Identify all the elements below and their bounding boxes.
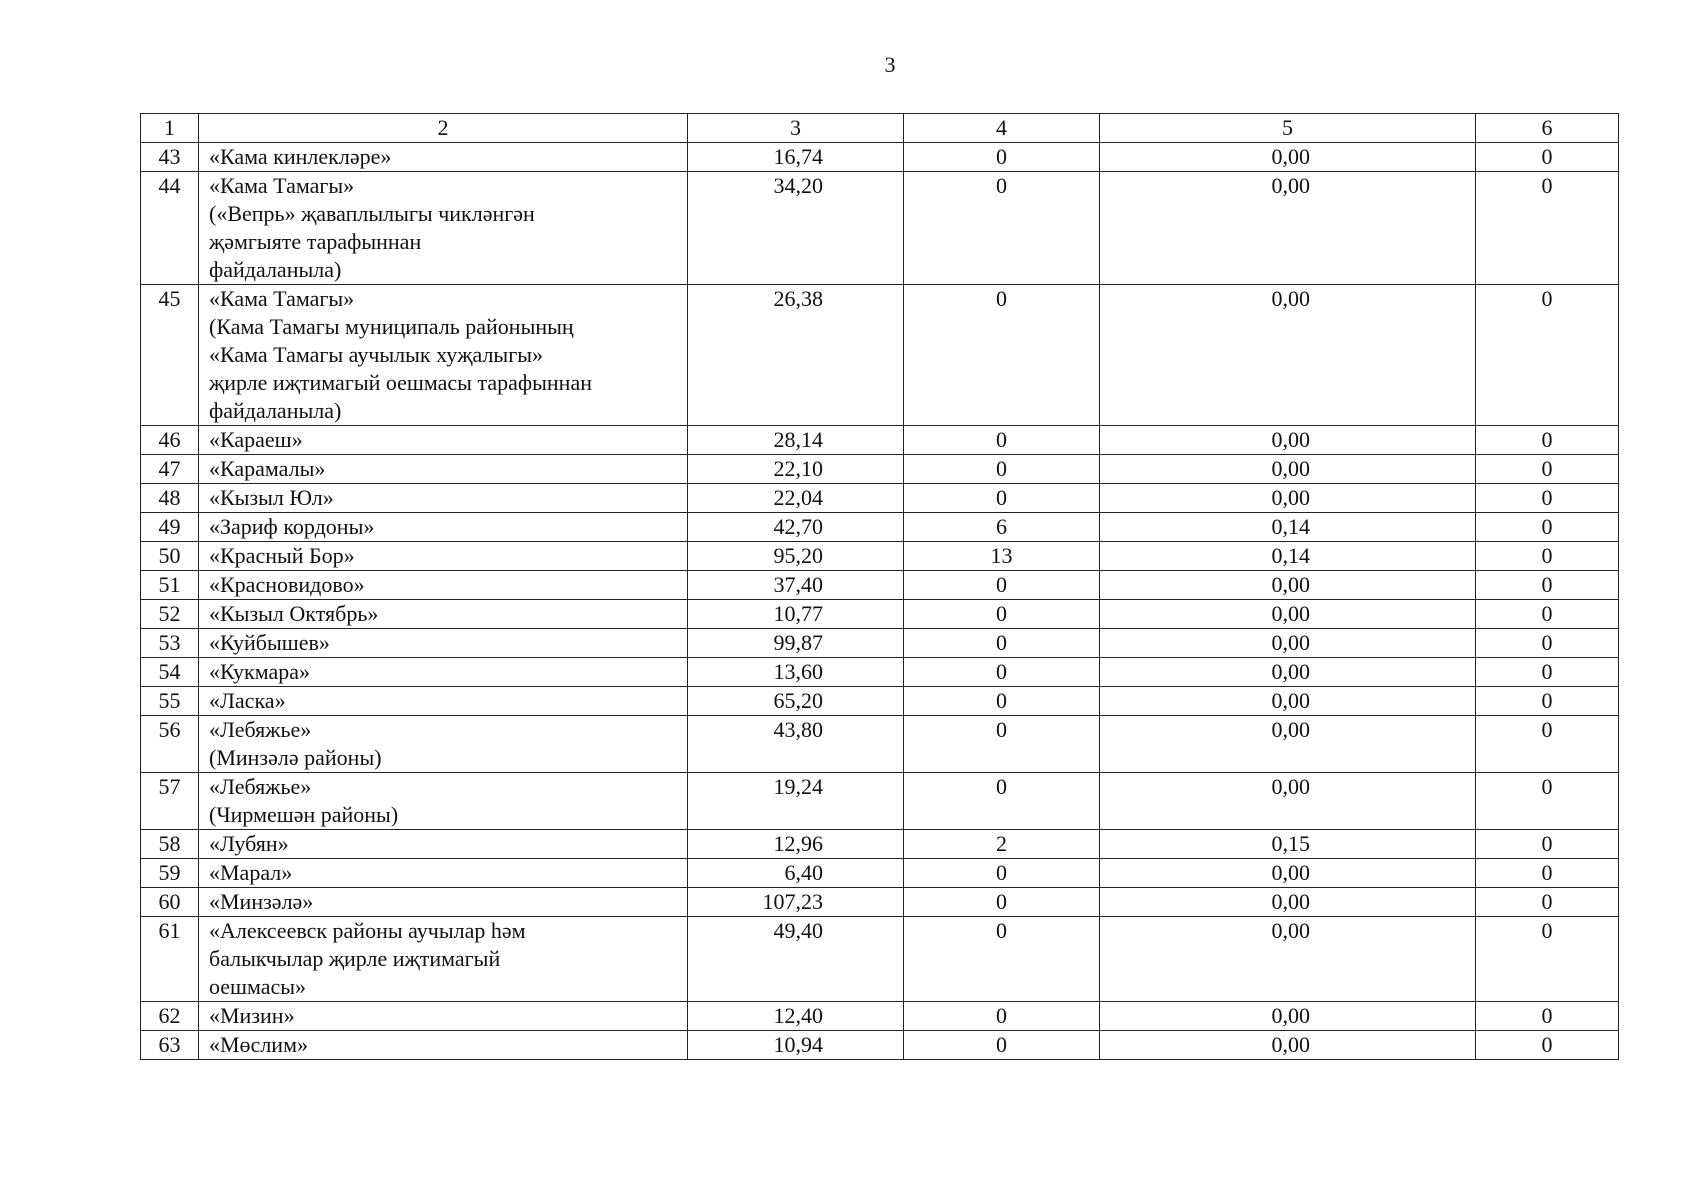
value-col-6: 0 xyxy=(1476,143,1619,172)
value-col-3: 49,40 xyxy=(688,917,904,1002)
value-col-5: 0,00 xyxy=(1100,484,1476,513)
value-col-3: 12,40 xyxy=(688,1002,904,1031)
row-number: 62 xyxy=(141,1002,199,1031)
value-col-4: 0 xyxy=(904,658,1100,687)
value-col-6: 0 xyxy=(1476,455,1619,484)
header-cell-5: 5 xyxy=(1100,114,1476,143)
table-body xyxy=(141,114,1619,1060)
hunting-ground-name xyxy=(199,773,688,830)
value-col-4: 0 xyxy=(904,571,1100,600)
row-number: 55 xyxy=(141,687,199,716)
table-row xyxy=(141,716,1619,773)
value-col-5: 0,00 xyxy=(1100,426,1476,455)
name-line: «Мизин» xyxy=(209,1003,295,1028)
value-col-3: 10,77 xyxy=(688,600,904,629)
name-line: «Кама кинлеклəре» xyxy=(209,144,392,169)
hunting-ground-name xyxy=(199,455,688,484)
value-col-3: 19,24 xyxy=(688,773,904,830)
value-col-4: 6 xyxy=(904,513,1100,542)
value-col-4: 13 xyxy=(904,542,1100,571)
value-col-6: 0 xyxy=(1476,172,1619,285)
header-cell-4: 4 xyxy=(904,114,1100,143)
value-col-4: 0 xyxy=(904,285,1100,426)
value-col-6: 0 xyxy=(1476,629,1619,658)
row-number: 44 xyxy=(141,172,199,285)
row-number: 52 xyxy=(141,600,199,629)
value-col-5: 0,00 xyxy=(1100,455,1476,484)
value-col-3: 22,04 xyxy=(688,484,904,513)
value-col-6: 0 xyxy=(1476,888,1619,917)
table-row xyxy=(141,773,1619,830)
value-col-5: 0,00 xyxy=(1100,917,1476,1002)
value-col-6: 0 xyxy=(1476,513,1619,542)
value-col-3: 12,96 xyxy=(688,830,904,859)
table-row xyxy=(141,658,1619,687)
row-number: 56 xyxy=(141,716,199,773)
name-line: «Лубян» xyxy=(209,831,289,856)
header-row xyxy=(141,114,1619,143)
name-line: җәмгыяте тарафыннан xyxy=(209,229,422,254)
name-line: «Кызыл Октябрь» xyxy=(209,601,379,626)
value-col-4: 0 xyxy=(904,888,1100,917)
name-line: (Чирмешән районы) xyxy=(209,802,399,827)
value-col-3: 22,10 xyxy=(688,455,904,484)
value-col-3: 107,23 xyxy=(688,888,904,917)
value-col-4: 2 xyxy=(904,830,1100,859)
name-line: «Минзәлә» xyxy=(209,889,314,914)
value-col-6: 0 xyxy=(1476,1031,1619,1060)
value-col-5: 0,00 xyxy=(1100,687,1476,716)
table-row xyxy=(141,600,1619,629)
row-number: 60 xyxy=(141,888,199,917)
value-col-5: 0,00 xyxy=(1100,285,1476,426)
value-col-4: 0 xyxy=(904,859,1100,888)
value-col-3: 28,14 xyxy=(688,426,904,455)
value-col-4: 0 xyxy=(904,143,1100,172)
hunting-ground-name xyxy=(199,888,688,917)
hunting-ground-name xyxy=(199,513,688,542)
value-col-4: 0 xyxy=(904,629,1100,658)
header-cell-6: 6 xyxy=(1476,114,1619,143)
value-col-6: 0 xyxy=(1476,830,1619,859)
name-line: «Ласка» xyxy=(209,688,286,713)
name-line: («Вепрь» җаваплылыгы чикләнгән xyxy=(209,201,535,226)
table-row xyxy=(141,143,1619,172)
row-number: 50 xyxy=(141,542,199,571)
name-line: файдаланыла) xyxy=(209,398,342,423)
hunting-ground-name xyxy=(199,917,688,1002)
name-line: «Красный Бор» xyxy=(209,543,355,568)
value-col-3: 42,70 xyxy=(688,513,904,542)
name-line: «Кама Тамагы» xyxy=(209,286,355,311)
name-line: «Карамалы» xyxy=(209,456,326,481)
hunting-ground-name xyxy=(199,1002,688,1031)
row-number: 58 xyxy=(141,830,199,859)
table-row xyxy=(141,513,1619,542)
row-number: 49 xyxy=(141,513,199,542)
header-cell-2: 2 xyxy=(199,114,688,143)
hunting-ground-name xyxy=(199,658,688,687)
name-line: «Лебяжье» xyxy=(209,717,312,742)
value-col-4: 0 xyxy=(904,484,1100,513)
value-col-5: 0,00 xyxy=(1100,571,1476,600)
page-number: 3 xyxy=(884,52,896,77)
table-row xyxy=(141,285,1619,426)
name-line: балыкчылар җирле иҗтимагый xyxy=(209,946,501,971)
value-col-4: 0 xyxy=(904,1002,1100,1031)
value-col-6: 0 xyxy=(1476,285,1619,426)
table-row xyxy=(141,917,1619,1002)
row-number: 46 xyxy=(141,426,199,455)
row-number: 57 xyxy=(141,773,199,830)
value-col-4: 0 xyxy=(904,687,1100,716)
row-number: 43 xyxy=(141,143,199,172)
value-col-3: 37,40 xyxy=(688,571,904,600)
value-col-5: 0,00 xyxy=(1100,859,1476,888)
row-number: 51 xyxy=(141,571,199,600)
value-col-3: 43,80 xyxy=(688,716,904,773)
hunting-ground-name xyxy=(199,571,688,600)
value-col-6: 0 xyxy=(1476,773,1619,830)
hunting-ground-name xyxy=(199,143,688,172)
value-col-4: 0 xyxy=(904,172,1100,285)
table-row xyxy=(141,455,1619,484)
hunting-ground-name xyxy=(199,716,688,773)
table-row xyxy=(141,172,1619,285)
name-line: җирле иҗтимагый оешмасы тарафыннан xyxy=(209,370,592,395)
name-line: «Марал» xyxy=(209,860,293,885)
name-line: (Минзәлә районы) xyxy=(209,745,382,770)
value-col-5: 0,14 xyxy=(1100,513,1476,542)
value-col-5: 0,15 xyxy=(1100,830,1476,859)
value-col-4: 0 xyxy=(904,455,1100,484)
value-col-5: 0,14 xyxy=(1100,542,1476,571)
value-col-6: 0 xyxy=(1476,658,1619,687)
value-col-5: 0,00 xyxy=(1100,172,1476,285)
row-number: 45 xyxy=(141,285,199,426)
name-line: «Куйбышев» xyxy=(209,630,330,655)
name-line: «Кукмара» xyxy=(209,659,311,684)
name-line: «Зариф кордоны» xyxy=(209,514,375,539)
table-row xyxy=(141,888,1619,917)
row-number: 61 xyxy=(141,917,199,1002)
value-col-6: 0 xyxy=(1476,917,1619,1002)
value-col-3: 34,20 xyxy=(688,172,904,285)
data-table xyxy=(140,113,1619,1060)
value-col-4: 0 xyxy=(904,1031,1100,1060)
row-number: 47 xyxy=(141,455,199,484)
value-col-4: 0 xyxy=(904,773,1100,830)
table-row xyxy=(141,542,1619,571)
value-col-4: 0 xyxy=(904,917,1100,1002)
value-col-6: 0 xyxy=(1476,484,1619,513)
value-col-6: 0 xyxy=(1476,426,1619,455)
row-number: 48 xyxy=(141,484,199,513)
name-line: «Кызыл Юл» xyxy=(209,485,334,510)
value-col-3: 26,38 xyxy=(688,285,904,426)
hunting-ground-name xyxy=(199,285,688,426)
name-line: «Кама Тамагы аучылык хуҗалыгы» xyxy=(209,342,544,367)
table-row xyxy=(141,426,1619,455)
value-col-5: 0,00 xyxy=(1100,716,1476,773)
name-line: оешмасы» xyxy=(209,974,307,999)
value-col-3: 95,20 xyxy=(688,542,904,571)
name-line: «Кама Тамагы» xyxy=(209,173,355,198)
hunting-ground-name xyxy=(199,830,688,859)
table-row xyxy=(141,687,1619,716)
hunting-ground-name xyxy=(199,629,688,658)
value-col-6: 0 xyxy=(1476,600,1619,629)
hunting-ground-name xyxy=(199,859,688,888)
value-col-5: 0,00 xyxy=(1100,629,1476,658)
row-number: 59 xyxy=(141,859,199,888)
table-row xyxy=(141,629,1619,658)
row-number: 63 xyxy=(141,1031,199,1060)
value-col-6: 0 xyxy=(1476,687,1619,716)
value-col-5: 0,00 xyxy=(1100,1002,1476,1031)
row-number: 53 xyxy=(141,629,199,658)
hunting-ground-name xyxy=(199,1031,688,1060)
value-col-6: 0 xyxy=(1476,571,1619,600)
value-col-6: 0 xyxy=(1476,542,1619,571)
hunting-ground-name xyxy=(199,426,688,455)
value-col-3: 99,87 xyxy=(688,629,904,658)
row-number: 54 xyxy=(141,658,199,687)
value-col-6: 0 xyxy=(1476,1002,1619,1031)
hunting-ground-name xyxy=(199,687,688,716)
table-row xyxy=(141,571,1619,600)
hunting-ground-name xyxy=(199,542,688,571)
hunting-ground-name xyxy=(199,484,688,513)
value-col-6: 0 xyxy=(1476,716,1619,773)
value-col-4: 0 xyxy=(904,716,1100,773)
hunting-ground-name xyxy=(199,600,688,629)
value-col-5: 0,00 xyxy=(1100,658,1476,687)
value-col-6: 0 xyxy=(1476,859,1619,888)
table-row xyxy=(141,859,1619,888)
name-line: файдаланыла) xyxy=(209,257,342,282)
value-col-4: 0 xyxy=(904,600,1100,629)
value-col-5: 0,00 xyxy=(1100,888,1476,917)
value-col-4: 0 xyxy=(904,426,1100,455)
value-col-5: 0,00 xyxy=(1100,143,1476,172)
value-col-3: 6,40 xyxy=(688,859,904,888)
name-line: «Мөслим» xyxy=(209,1032,308,1057)
name-line: «Красновидово» xyxy=(209,572,365,597)
value-col-3: 65,20 xyxy=(688,687,904,716)
header-cell-1: 1 xyxy=(141,114,199,143)
value-col-3: 16,74 xyxy=(688,143,904,172)
table-row xyxy=(141,830,1619,859)
value-col-5: 0,00 xyxy=(1100,773,1476,830)
table-row xyxy=(141,1031,1619,1060)
value-col-3: 13,60 xyxy=(688,658,904,687)
name-line: (Кама Тамагы муниципаль районының xyxy=(209,314,574,339)
header-cell-3: 3 xyxy=(688,114,904,143)
value-col-5: 0,00 xyxy=(1100,1031,1476,1060)
name-line: «Лебяжье» xyxy=(209,774,312,799)
table-row xyxy=(141,1002,1619,1031)
name-line: «Алексеевск районы аучылар һәм xyxy=(209,918,526,943)
value-col-3: 10,94 xyxy=(688,1031,904,1060)
table-row xyxy=(141,484,1619,513)
value-col-5: 0,00 xyxy=(1100,600,1476,629)
name-line: «Караеш» xyxy=(209,427,303,452)
hunting-ground-name xyxy=(199,172,688,285)
